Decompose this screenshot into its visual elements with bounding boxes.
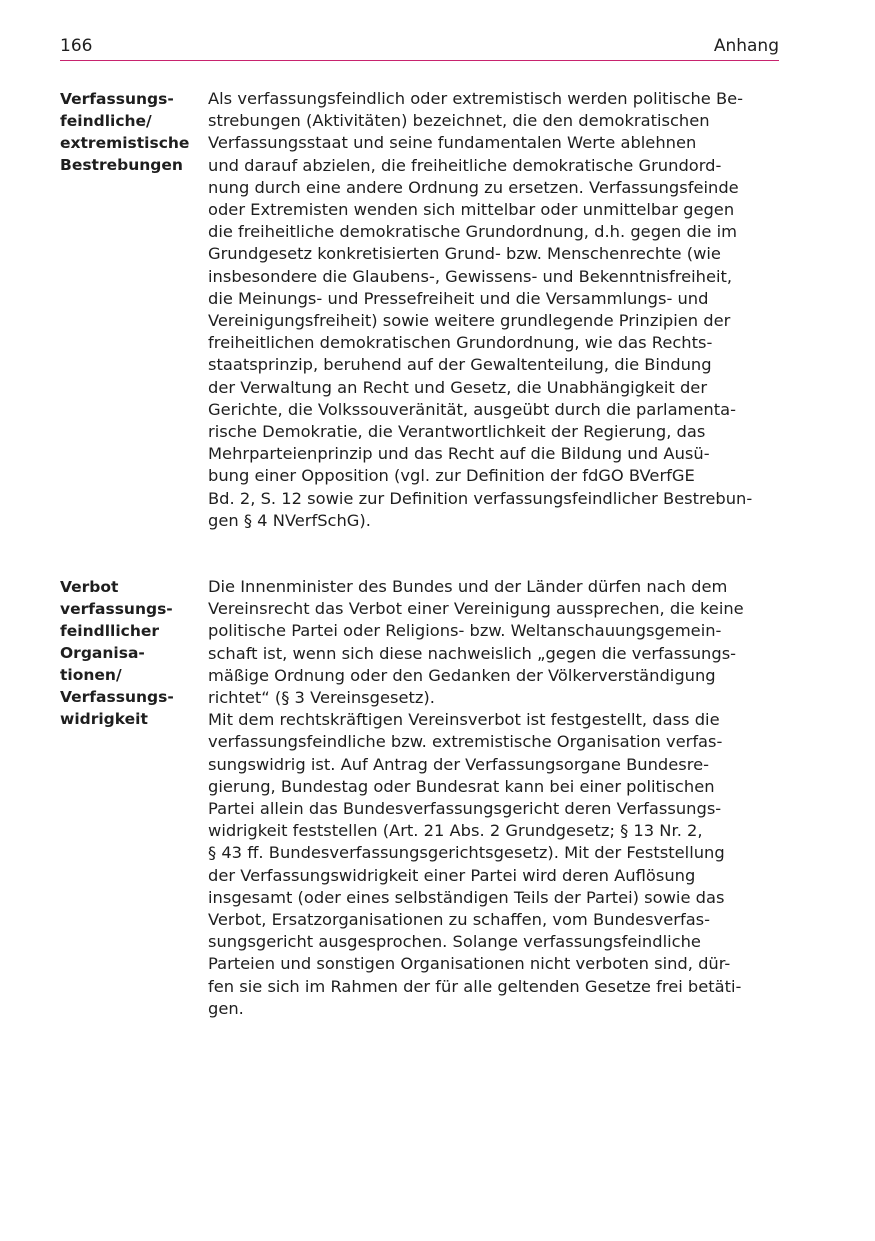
definition-line: sungswidrig ist. Auf Antrag der Verfassungsorgane Bundesre- <box>208 754 709 774</box>
definition-line: mäßige Ordnung oder den Gedanken der Völkerverständigung <box>208 665 716 685</box>
definition-line: Vereinigungsfreiheit) sowie weitere grundlegende Prinzipien der <box>208 311 731 331</box>
definition-line: Die Innenminister des Bundes und der Länder dürfen nach dem <box>208 577 728 596</box>
page-header <box>60 36 779 58</box>
definition-line: insgesamt (oder eines selbständigen Teils der Partei) sowie das <box>208 887 725 907</box>
definition-line: der Verfassungswidrigkeit einer Partei wird deren Auflösung <box>208 865 696 885</box>
definition-line: und darauf abzielen, die freiheitliche demokratische Grundord- <box>208 155 722 175</box>
definition-line: Grundgesetz konkretisierten Grund- bzw. Menschenrechte (wie <box>208 244 721 264</box>
definition-line: die freiheitliche demokratische Grundordnung, d.h. gegen die im <box>208 222 737 242</box>
definition-line: verfassungsfeindliche bzw. extremistische Organisation verfas- <box>208 732 723 752</box>
definition-line: fen sie sich im Rahmen der für alle geltenden Gesetze frei betäti- <box>208 976 742 996</box>
definition-line: Gerichte, die Volkssouveränität, ausgeübt durch die parlamenta- <box>208 399 736 419</box>
glossary-term: Verbot verfassungs- feindllicher Organisa- tionen/ Verfassungs- widrigkeit <box>60 578 174 728</box>
definition-line: § 43 ff. Bundesverfassungsgerichtsgesetz). Mit der Feststellung <box>208 843 725 863</box>
definition-line: nung durch eine andere Ordnung zu ersetzen. Verfassungsfeinde <box>208 177 739 197</box>
definition-line: der Verwaltung an Recht und Gesetz, die Unabhängigkeit der <box>208 377 708 397</box>
running-title: Anhang <box>713 36 779 56</box>
definition-line: Parteien und sonstigen Organisationen nicht verboten sind, dür- <box>208 954 731 974</box>
definition-line: Mit dem rechtskräftigen Vereinsverbot ist festgestellt, dass die <box>208 710 720 730</box>
definition-line: richtet“ (§ 3 Vereinsgesetz). <box>208 688 435 708</box>
definition-line: insbesondere die Glaubens-, Gewissens- und Bekenntnisfreiheit, <box>208 266 733 286</box>
definition-line: gen § 4 NVerfSchG). <box>208 510 371 530</box>
definition-line: politische Partei oder Religions- bzw. Weltanschauungsgemein- <box>208 621 722 641</box>
definition-line: gen. <box>208 998 244 1018</box>
page-number: 166 <box>60 36 93 56</box>
definition-line: rische Demokratie, die Verantwortlichkeit der Regierung, das <box>208 422 706 442</box>
definition-line: strebungen (Aktivitäten) bezeichnet, die den demokratischen <box>208 111 710 131</box>
definition-line: Vereinsrecht das Verbot einer Vereinigung aussprechen, die keine <box>208 599 744 619</box>
definition-line: gierung, Bundestag oder Bundesrat kann bei einer politischen <box>208 776 715 796</box>
definition-line: Verfassungsstaat und seine fundamentalen Werte ablehnen <box>208 133 697 153</box>
definition-line: Als verfassungsfeindlich oder extremistisch werden politische Be- <box>208 89 744 108</box>
definition-line: staatsprinzip, beruhend auf der Gewaltenteilung, die Bindung <box>208 355 712 375</box>
glossary-term: Verfassungs- feindliche/ extremistische Bestrebungen <box>60 90 190 174</box>
definition-line: die Meinungs- und Pressefreiheit und die Versammlungs- und <box>208 288 709 308</box>
definition-line: freiheitlichen demokratischen Grundordnung, wie das Rechts- <box>208 333 713 353</box>
glossary-definition <box>208 576 782 1020</box>
definition-line: schaft ist, wenn sich diese nachweislich „gegen die verfassungs- <box>208 643 737 663</box>
definition-line: widrigkeit feststellen (Art. 21 Abs. 2 Grundgesetz; § 13 Nr. 2, <box>208 821 703 841</box>
definition-line: Bd. 2, S. 12 sowie zur Definition verfassungsfeindlicher Bestrebun- <box>208 488 753 508</box>
definition-line: Mehrparteienprinzip und das Recht auf die Bildung und Ausü- <box>208 444 710 464</box>
glossary-definition <box>208 88 782 532</box>
definition-line: Partei allein das Bundesverfassungsgericht deren Verfassungs- <box>208 799 722 819</box>
definition-line: Verbot, Ersatzorganisationen zu schaffen, vom Bundesverfas- <box>208 910 711 930</box>
header-rule <box>60 60 779 61</box>
definition-line: sungsgericht ausgesprochen. Solange verfassungsfeindliche <box>208 932 701 952</box>
definition-line: bung einer Opposition (vgl. zur Definition der fdGO BVerfGE <box>208 466 695 486</box>
definition-line: oder Extremisten wenden sich mittelbar oder unmittelbar gegen <box>208 200 735 220</box>
